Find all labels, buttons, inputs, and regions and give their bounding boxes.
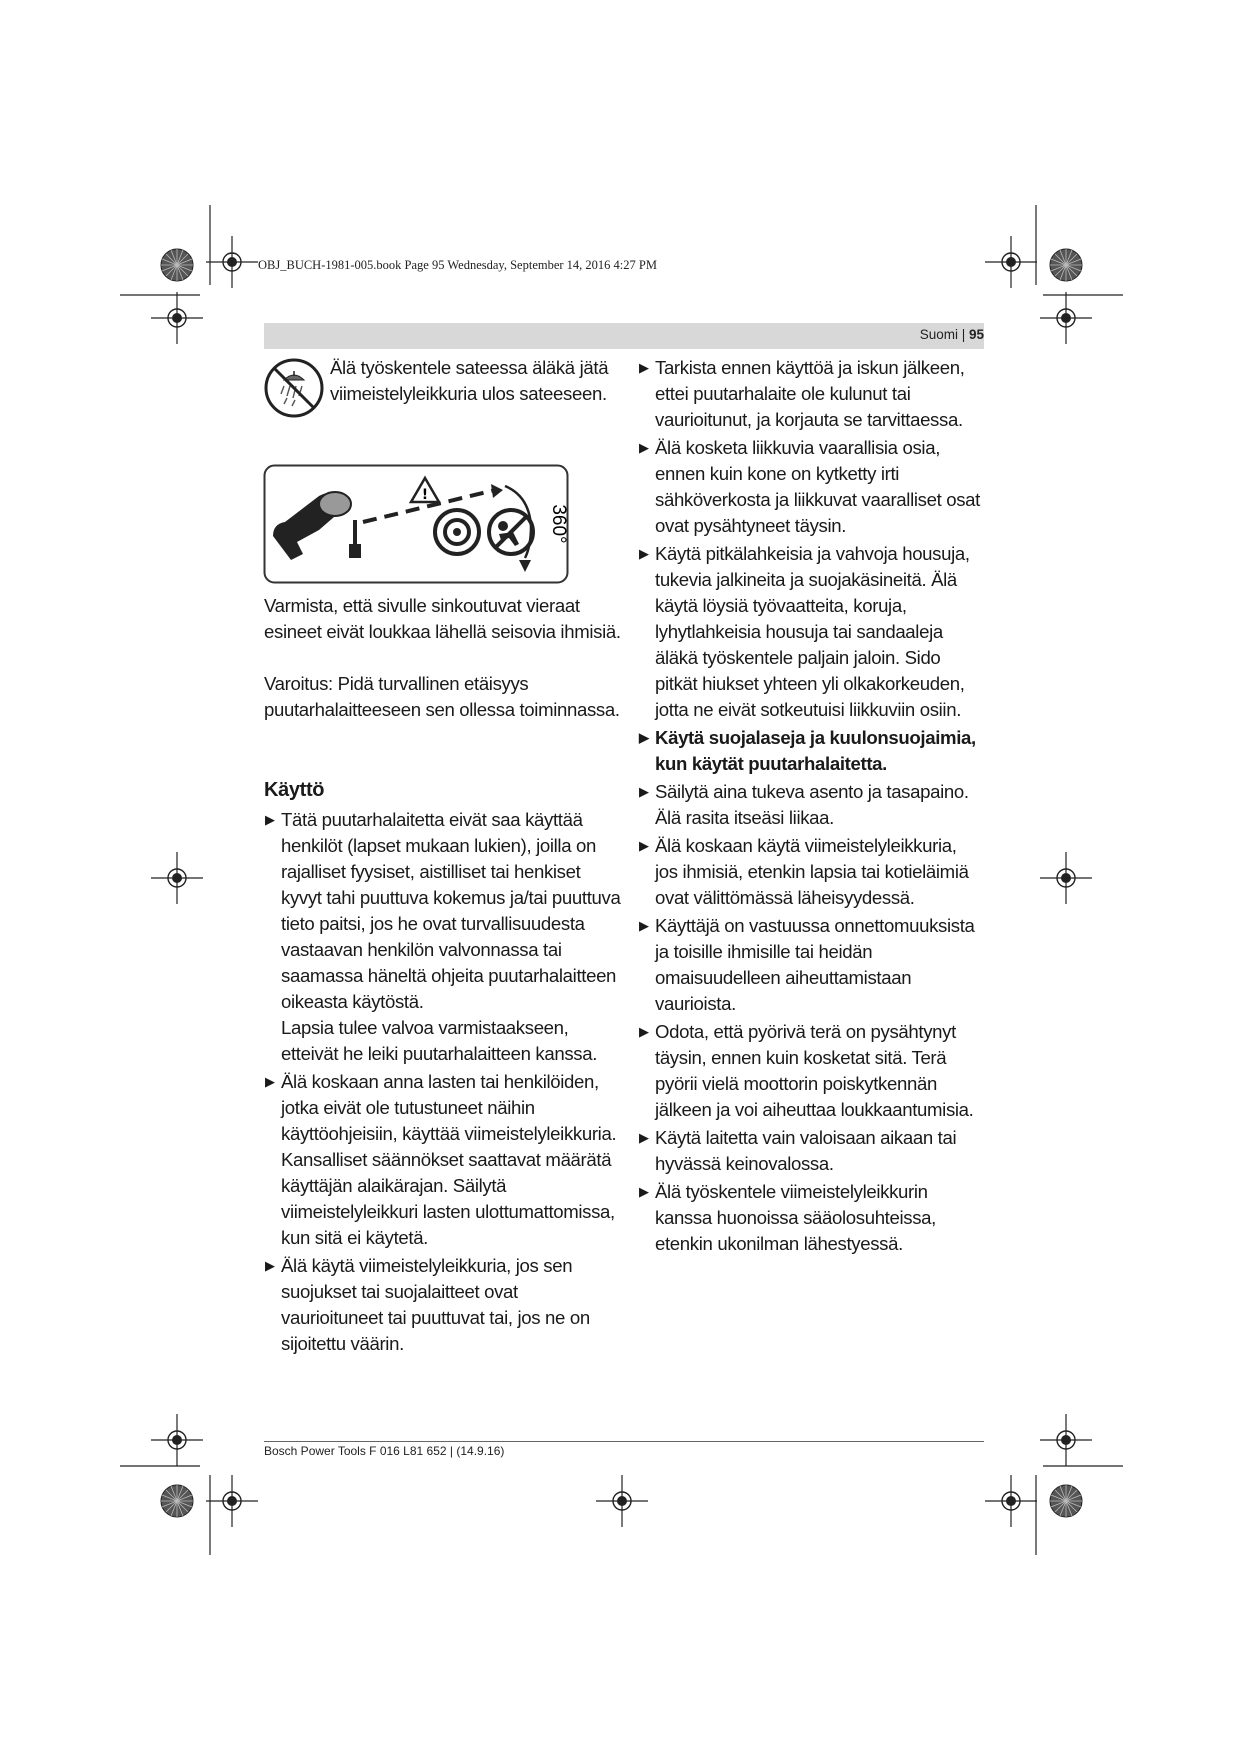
list-item [638,435,984,539]
list-item [638,725,984,777]
list-item [638,355,984,433]
list-item [638,1019,984,1123]
page-header [920,327,984,342]
list-item-text: Älä koskaan käytä viimeistelyleikkuria, jos ihmisiä, etenkin lapsia tai kotieläimiä ovat välittömässä läheisyydessä. [655,835,969,908]
list-item-text: Tarkista ennen käyttöä ja iskun jälkeen, ettei puutarhalaite ole kulunut tai vaurioitunut, ja korjauta se tarvittaessa. [655,357,965,430]
bullet-marker: ▶ [639,784,649,799]
bullet-marker: ▶ [639,730,649,745]
section-title: Käyttö [264,779,325,801]
list-item [638,779,984,831]
list-item [638,833,984,911]
list-item-text: Älä käytä viimeistelyleikkuria, jos sen suojukset tai suojalaitteet ovat vaurioituneet tai puuttuvat tai, jos ne on sijoitettu väärin. [281,1255,590,1354]
bullet-marker: ▶ [265,812,275,827]
pictogram-warning-symbol: ! [421,487,429,503]
list-item-text: Säilytä aina tukeva asento ja tasapaino. Älä rasita itseäsi liikaa. [655,781,969,828]
list-item [638,541,984,723]
list-item-text-extra: Lapsia tulee valvoa varmistaakseen, etteivät he leiki puutarhalaitteen kanssa. [281,1017,598,1064]
bullet-marker: ▶ [639,1130,649,1145]
bullet-marker: ▶ [639,838,649,853]
pictogram-angle-label: 360° [548,504,569,544]
rain-warning: Älä työskentele sateessa äläkä jätä viimeistelyleikkuria ulos sateeseen. [330,357,609,404]
list-item [264,1069,624,1251]
distance-warning: Varoitus: Pidä turvallinen etäisyys puutarhalaitteeseen sen ollessa toiminnassa. [264,673,620,720]
bullet-marker: ▶ [639,546,649,561]
right-bullet-list [638,355,984,1259]
footer-rule [264,1441,984,1442]
list-item [264,1253,624,1357]
bullet-marker: ▶ [265,1258,275,1273]
header-separator: | [957,327,969,342]
footer: Bosch Power Tools F 016 L81 652 | (14.9.16) [264,1444,505,1458]
list-item [638,913,984,1017]
bystander-text: Varmista, että sivulle sinkoutuvat vieraat esineet eivät loukkaa lähellä seisovia ihmisiä. [264,595,621,642]
list-item [264,807,624,1067]
no-rain-icon [262,356,326,420]
page-header-band [264,323,984,349]
list-item-text: Älä koskaan anna lasten tai henkilöiden, jotka eivät ole tutustuneet näihin käyttöohjeisiin, käyttää viimeistelyleikkuria. Kansalliset säännökset saattavat määrätä käyttäjän alaikärajan. Säilytä viimeistelyleikkuri lasten ulottumattomissa, kun sitä ei käytetä. [281,1071,617,1248]
bullet-marker: ▶ [265,1074,275,1089]
list-item-text: Älä kosketa liikkuvia vaarallisia osia, ennen kuin kone on kytketty irti sähköverkosta ja liikkuvat vaaralliset osat ovat pysähtyneet täysin. [655,437,980,536]
left-bullet-list [264,807,624,1359]
list-item-text: Käytä pitkälahkeisia ja vahvoja housuja, tukevia jalkineita ja suojakäsineitä. Älä käytä löysiä työvaatteita, koruja, lyhytlahkeisia housuja tai sandaaleja äläkä työskentele paljain jaloin. Sido pitkät hiukset yhteen yli olkakorkeuden, jotta ne eivät sotkeutuisi liikkuviin osiin. [655,543,970,720]
bullet-marker: ▶ [639,918,649,933]
list-item-text: Käytä suojalaseja ja kuulonsuojaimia, kun käytät puutarhalaitetta. [655,727,976,774]
list-item [638,1179,984,1257]
bullet-marker: ▶ [639,360,649,375]
bullet-marker: ▶ [639,1184,649,1199]
page-number: 95 [968,327,984,342]
list-item [638,1125,984,1177]
list-item-text: Käyttäjä on vastuussa onnettomuuksista ja toisille ihmisille tai heidän omaisuudelleen aiheuttamistaan vaurioista. [655,915,975,1014]
safety-distance-pictogram [263,464,569,584]
list-item-text: Käytä laitetta vain valoisaan aikaan tai hyvässä keinovalossa. [655,1127,957,1174]
bullet-marker: ▶ [639,1024,649,1039]
header-language: Suomi [919,327,958,342]
bullet-marker: ▶ [639,440,649,455]
list-item-text: Odota, että pyörivä terä on pysähtynyt täysin, ennen kuin kosketat sitä. Terä pyörii vielä moottorin poiskytkennän jälkeen ja voi aiheuttaa loukkaantumisia. [655,1021,974,1120]
list-item-text: Tätä puutarhalaitetta eivät saa käyttää henkilöt (lapset mukaan lukien), joilla on rajalliset fyysiset, aistilliset tai henkiset kyvyt tahi puuttuva kokemus ja/tai puuttuva tieto paitsi, jos he ovat turvallisuudesta vastaavan henkilön valvonnassa tai saamassa häneltä ohjeita puutarhalaitteen oikeasta käytöstä. [281,809,621,1012]
book-info: OBJ_BUCH-1981-005.book Page 95 Wednesday, September 14, 2016 4:27 PM [258,258,657,272]
list-item-text: Älä työskentele viimeistelyleikkurin kanssa huonoissa sääolosuhteissa, etenkin ukonilman lähestyessä. [655,1181,936,1254]
